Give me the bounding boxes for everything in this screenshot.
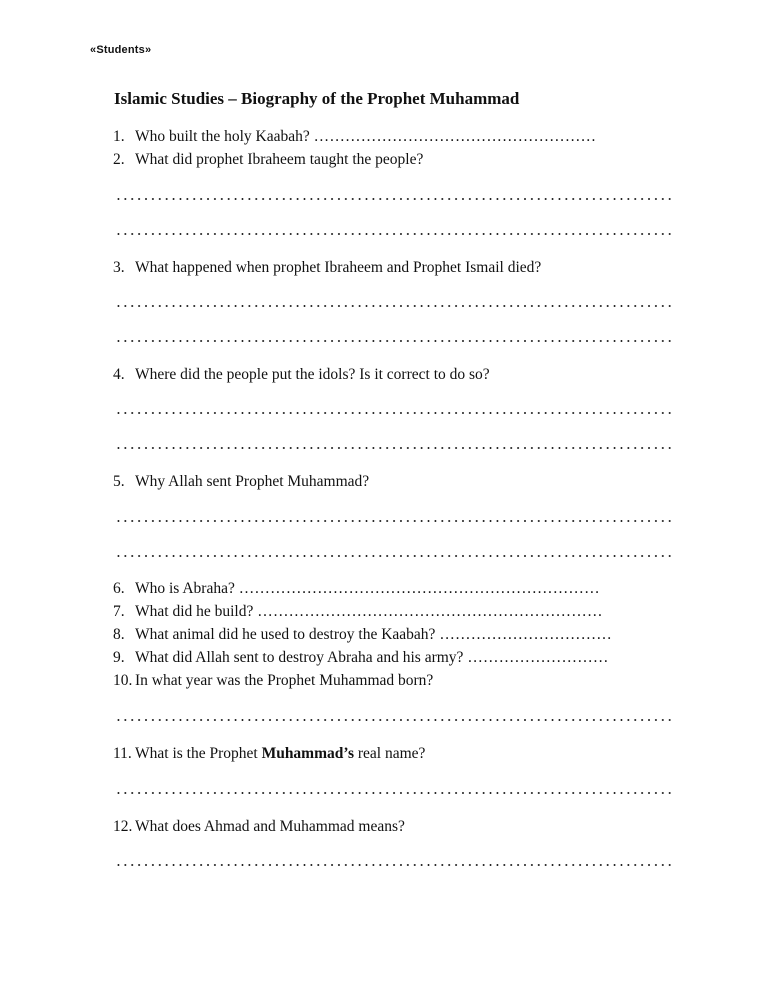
question-7	[113, 602, 603, 622]
answer-line	[115, 555, 675, 557]
question-text: What is the Prophet	[135, 745, 262, 762]
question-9	[113, 648, 609, 668]
question-number: 10.	[113, 672, 133, 689]
question-text: What did Allah sent to destroy Abraha and his army?	[135, 649, 468, 666]
answer-line	[115, 305, 675, 307]
question-number: 6.	[113, 580, 125, 597]
answer-line	[115, 520, 675, 522]
question-text-bold: Muhammad’s	[261, 745, 354, 762]
answer-dots: …………………………………………………………	[257, 603, 603, 620]
question-number: 5.	[113, 473, 125, 490]
answer-line	[115, 198, 675, 200]
answer-line	[115, 412, 675, 414]
question-text: Who is Abraha?	[135, 580, 239, 597]
question-number: 3.	[113, 259, 125, 276]
question-number: 1.	[113, 128, 125, 145]
question-number: 4.	[113, 366, 125, 383]
question-number: 9.	[113, 649, 125, 666]
question-4	[113, 365, 490, 385]
question-text: real name?	[354, 745, 426, 762]
students-merge-field: «Students»	[90, 44, 152, 56]
question-text: Who built the holy Kaabah?	[135, 128, 314, 145]
answer-line	[115, 719, 675, 721]
answer-line	[115, 864, 675, 866]
worksheet-title: Islamic Studies – Biography of the Prophet Muhammad	[114, 89, 520, 108]
question-number: 8.	[113, 626, 125, 643]
question-6	[113, 579, 600, 599]
question-text: Why Allah sent Prophet Muhammad?	[135, 473, 370, 490]
question-8	[113, 625, 612, 645]
question-number: 7.	[113, 603, 125, 620]
question-10	[113, 671, 433, 691]
question-number: 2.	[113, 151, 125, 168]
question-11	[113, 744, 425, 764]
question-12	[113, 817, 405, 837]
question-number: 12.	[113, 818, 133, 835]
question-text: What happened when prophet Ibraheem and Prophet Ismail died?	[135, 259, 542, 276]
answer-dots: ……………………………………………………………	[238, 580, 600, 597]
answer-dots: ……………………………	[439, 626, 613, 643]
answer-line	[115, 447, 675, 449]
question-5	[113, 472, 369, 492]
question-3	[113, 258, 541, 278]
question-2	[113, 150, 423, 170]
question-text: What does Ahmad and Muhammad means?	[135, 818, 405, 835]
question-text: In what year was the Prophet Muhammad born?	[135, 672, 434, 689]
answer-line	[115, 233, 675, 235]
question-1	[113, 127, 596, 147]
question-text: What animal did he used to destroy the Kaabah?	[135, 626, 440, 643]
question-text: Where did the people put the idols? Is it correct to do so?	[135, 366, 490, 383]
question-text: What did prophet Ibraheem taught the people?	[135, 151, 424, 168]
answer-line	[115, 792, 675, 794]
answer-dots: ………………………………………………	[313, 128, 597, 145]
question-text: What did he build?	[135, 603, 258, 620]
answer-line	[115, 340, 675, 342]
question-number: 11.	[113, 745, 132, 762]
answer-dots: ………………………	[467, 649, 609, 666]
